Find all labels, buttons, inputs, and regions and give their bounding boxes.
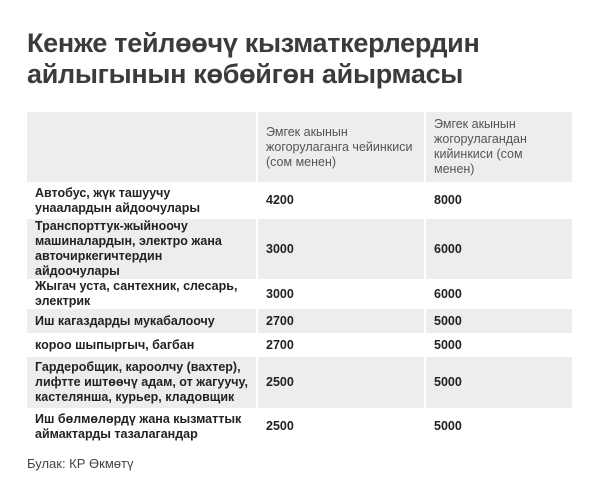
salary-after-cell: 5000 xyxy=(424,357,572,408)
occupation-cell: Жыгач уста, сантехник, слесарь, электрик xyxy=(27,279,256,309)
occupation-cell: Иш бөлмөлөрдү жана кызматтык аймактарды тазалагандар xyxy=(27,408,256,445)
salary-before-cell: 2700 xyxy=(256,309,424,333)
header-salary-before: Эмгек акынын жогорулаганга чейинкиси (сом менен) xyxy=(256,112,424,182)
page-title: Кенже тейлөөчү кызматкерлердин айлыгынын көбөйгөн айырмасы xyxy=(27,28,480,89)
salary-after-cell: 5000 xyxy=(424,408,572,445)
salary-before-cell: 4200 xyxy=(256,182,424,219)
salary-table xyxy=(27,112,572,445)
source-caption: Булак: КР Өкмөтү xyxy=(27,456,134,471)
salary-before-cell: 3000 xyxy=(256,219,424,279)
occupation-cell: короо шыпыргыч, багбан xyxy=(27,333,256,357)
table-row xyxy=(27,408,572,445)
table-row xyxy=(27,182,572,219)
salary-after-cell: 5000 xyxy=(424,333,572,357)
table-row xyxy=(27,309,572,333)
header-occupation xyxy=(27,112,256,182)
occupation-cell: Иш кагаздарды мукабалоочу xyxy=(27,309,256,333)
salary-before-cell: 2500 xyxy=(256,408,424,445)
salary-after-cell: 6000 xyxy=(424,279,572,309)
occupation-cell: Транспорттук-жыйноочу машиналардын, электро жана авточиркегичтердин айдоочулары xyxy=(27,219,256,279)
salary-before-cell: 2700 xyxy=(256,333,424,357)
salary-before-cell: 3000 xyxy=(256,279,424,309)
salary-before-cell: 2500 xyxy=(256,357,424,408)
table-header-row xyxy=(27,112,572,182)
table-row xyxy=(27,333,572,357)
table-row xyxy=(27,279,572,309)
header-salary-after: Эмгек акынын жогорулагандан кийинкиси (сом менен) xyxy=(424,112,572,182)
salary-after-cell: 8000 xyxy=(424,182,572,219)
occupation-cell: Гардеробщик, кароолчу (вахтер), лифтте иштөөчү адам, от жагуучу, кастелянша, курьер, кладовщик xyxy=(27,357,256,408)
table-row xyxy=(27,357,572,408)
salary-after-cell: 5000 xyxy=(424,309,572,333)
salary-after-cell: 6000 xyxy=(424,219,572,279)
occupation-cell: Автобус, жүк ташуучу унаалардын айдоочулары xyxy=(27,182,256,219)
table-row xyxy=(27,219,572,279)
